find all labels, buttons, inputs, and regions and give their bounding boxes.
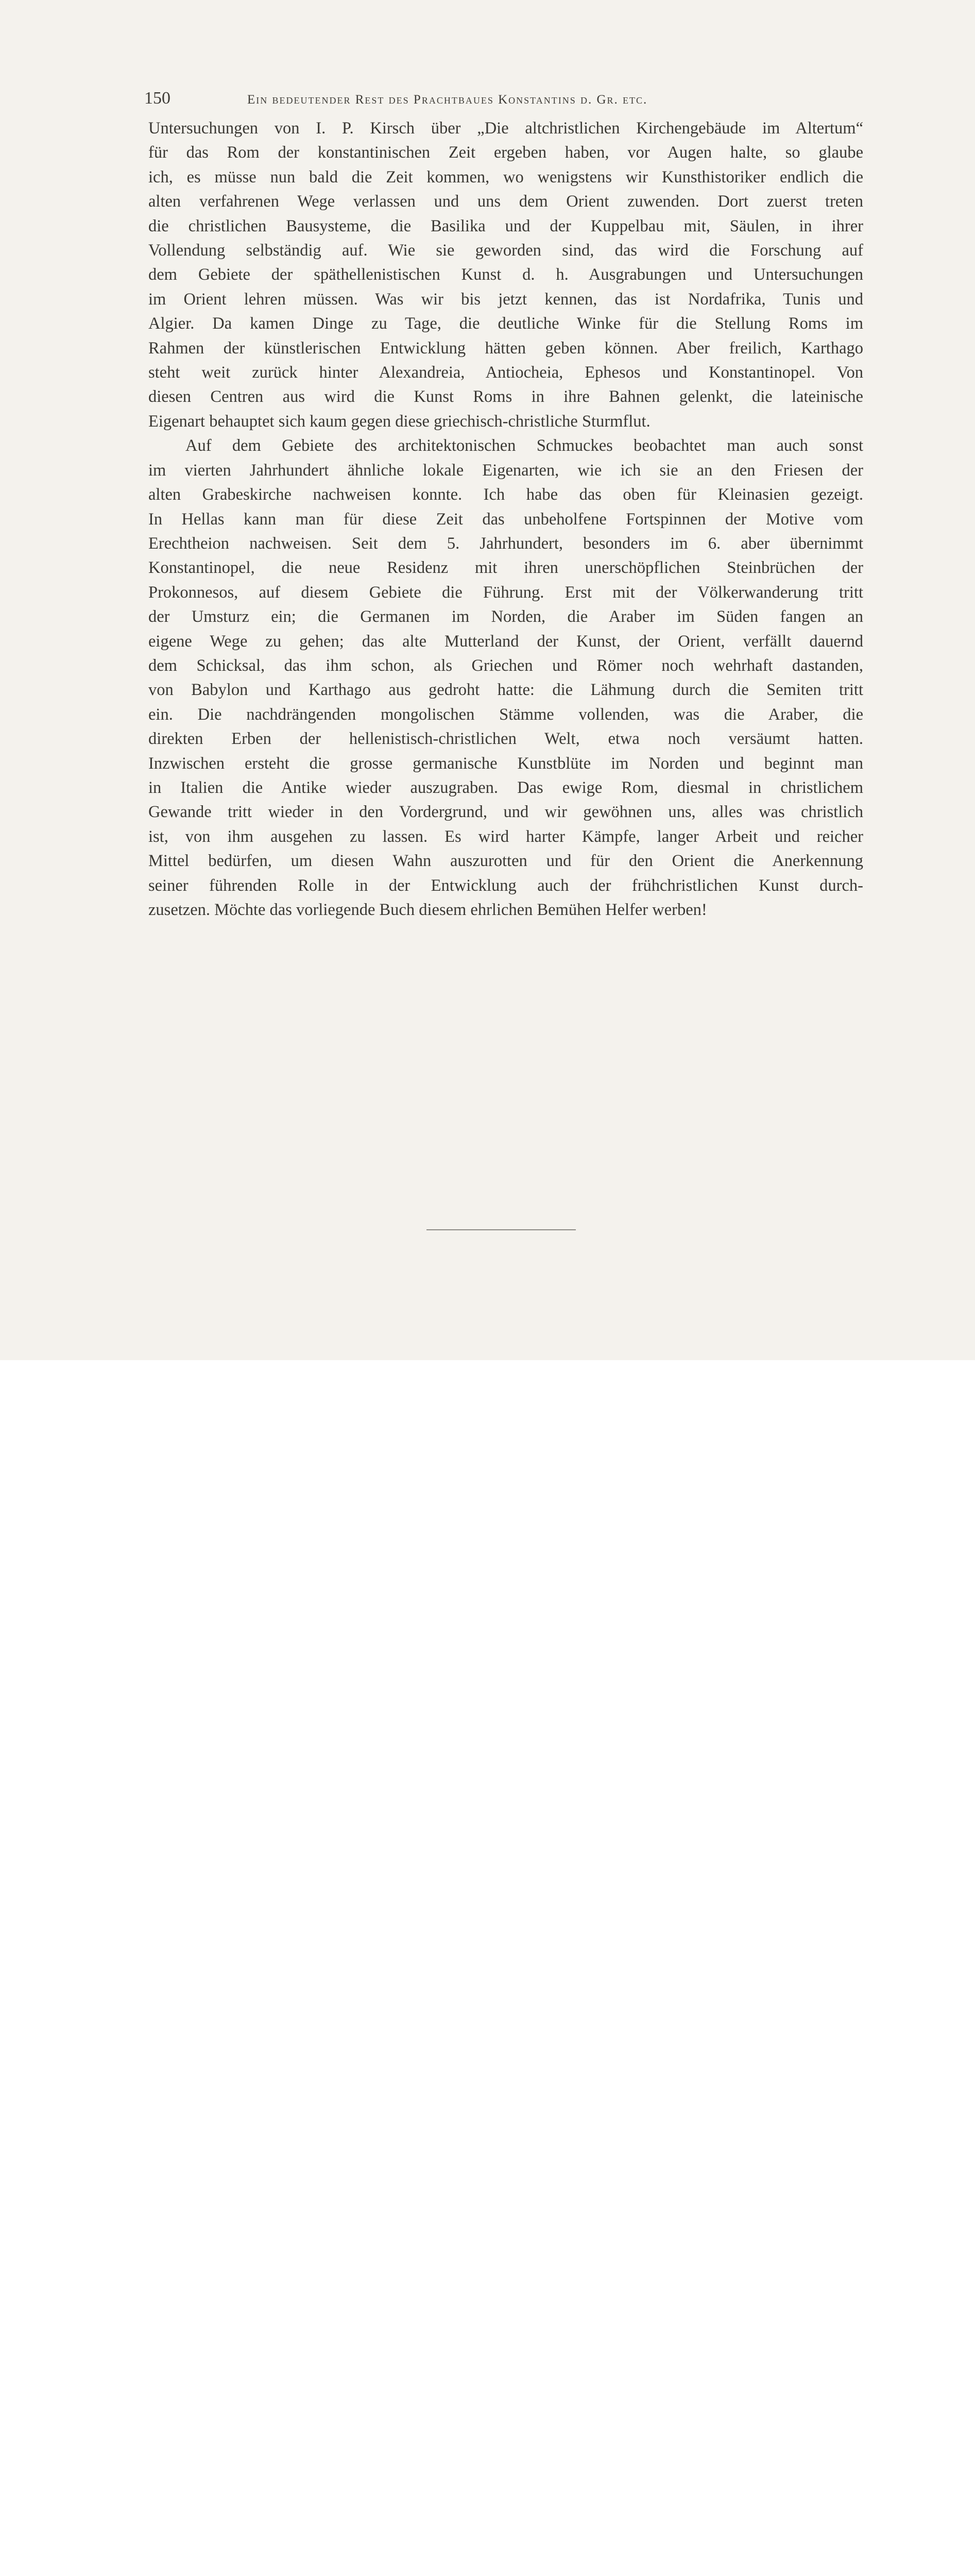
text-line: Eigenart behauptet sich kaum gegen diese griechisch-christliche Sturmflut. (148, 412, 651, 431)
text-line: direkten Erben der hellenistisch-christlichen Welt, etwa noch versäumt hatten. (148, 730, 863, 749)
text-line: im vierten Jahrhundert ähnliche lokale Eigenarten, wie ich sie an den Friesen der (148, 461, 863, 480)
text-line: dem Gebiete der späthellenistischen Kunst d. h. Ausgrabungen und Untersuchungen (148, 265, 863, 284)
text-line: Untersuchungen von I. P. Kirsch über „Die altchristlichen Kirchengebäude im Altertum“ (148, 119, 863, 138)
text-line: der Umsturz ein; die Germanen im Norden, die Araber im Süden fangen an (148, 607, 863, 626)
text-line: ich, es müsse nun bald die Zeit kommen, wo wenigstens wir Kunsthistoriker endlich die (148, 167, 863, 187)
text-line: die christlichen Bausysteme, die Basilika und der Kuppelbau mit, Säulen, in ihrer (148, 216, 863, 235)
text-line: Vollendung selbständig auf. Wie sie geworden sind, das wird die Forschung auf (148, 241, 863, 260)
text-line: In Hellas kann man für diese Zeit das unbeholfene Fortspinnen der Motive vom (148, 510, 863, 529)
page-header (144, 89, 865, 108)
text-line: Auf dem Gebiete des architektonischen Schmuckes beobachtet man auch sonst (185, 436, 863, 455)
text-line: eigene Wege zu gehen; das alte Mutterland der Kunst, der Orient, verfällt dauernd (148, 632, 863, 651)
text-line: steht weit zurück hinter Alexandreia, Antiocheia, Ephesos und Konstantinopel. Von (148, 363, 863, 382)
text-line: Gewande tritt wieder in den Vordergrund, und wir gewöhnen uns, alles was christlich (148, 803, 863, 822)
text-line: diesen Centren aus wird die Kunst Roms in ihre Bahnen gelenkt, die lateinische (148, 387, 863, 406)
text-line: Inzwischen ersteht die grosse germanische Kunstblüte im Norden und beginnt man (148, 754, 863, 773)
text-line: dem Schicksal, das ihm schon, als Griechen und Römer noch wehrhaft dastanden, (148, 656, 863, 675)
text-line: Mittel bedürfen, um diesen Wahn auszurotten und für den Orient die Anerkennung (148, 852, 863, 871)
text-line: Rahmen der künstlerischen Entwicklung hätten geben können. Aber freilich, Karthago (148, 338, 863, 358)
text-line: zusetzen. Möchte das vorliegende Buch diesem ehrlichen Bemühen Helfer werben! (148, 901, 707, 919)
text-line: in Italien die Antike wieder auszugraben. Das ewige Rom, diesmal in christlichem (148, 778, 863, 797)
paragraph (148, 116, 863, 434)
text-line: Algier. Da kamen Dinge zu Tage, die deutliche Winke für die Stellung Roms im (148, 314, 863, 333)
text-line: Erechtheion nachweisen. Seit dem 5. Jahrhundert, besonders im 6. aber übernimmt (148, 534, 863, 553)
text-line: Konstantinopel, die neue Residenz mit ihren unerschöpflichen Steinbrüchen der (148, 558, 863, 578)
text-line: ist, von ihm ausgehen zu lassen. Es wird harter Kämpfe, langer Arbeit und reicher (148, 827, 863, 846)
text-line: von Babylon und Karthago aus gedroht hatte: die Lähmung durch die Semiten tritt (148, 681, 863, 700)
paragraph (148, 434, 863, 922)
body-text (148, 116, 863, 922)
page-number: 150 (144, 89, 170, 108)
viewer-footer (0, 1360, 975, 1429)
text-line: für das Rom der konstantinischen Zeit ergeben haben, vor Augen halte, so glaube (148, 143, 863, 162)
text-line: im Orient lehren müssen. Was wir bis jetzt kennen, das ist Nordafrika, Tunis und (148, 290, 863, 309)
section-divider (426, 1229, 576, 1230)
text-line: ein. Die nachdrängenden mongolischen Stämme vollenden, was die Araber, die (148, 705, 863, 724)
text-line: seiner führenden Rolle in der Entwicklung auch der frühchristlichen Kunst durch- (148, 876, 863, 895)
text-line: alten Grabeskirche nachweisen konnte. Ich habe das oben für Kleinasien gezeigt. (148, 485, 863, 504)
text-line: Prokonnesos, auf diesem Gebiete die Führung. Erst mit der Völkerwanderung tritt (148, 583, 863, 602)
running-title: Ein bedeutender Rest des Prachtbaues Konstantins d. Gr. etc. (247, 93, 648, 107)
text-line: alten verfahrenen Wege verlassen und uns dem Orient zuwenden. Dort zuerst treten (148, 192, 863, 211)
